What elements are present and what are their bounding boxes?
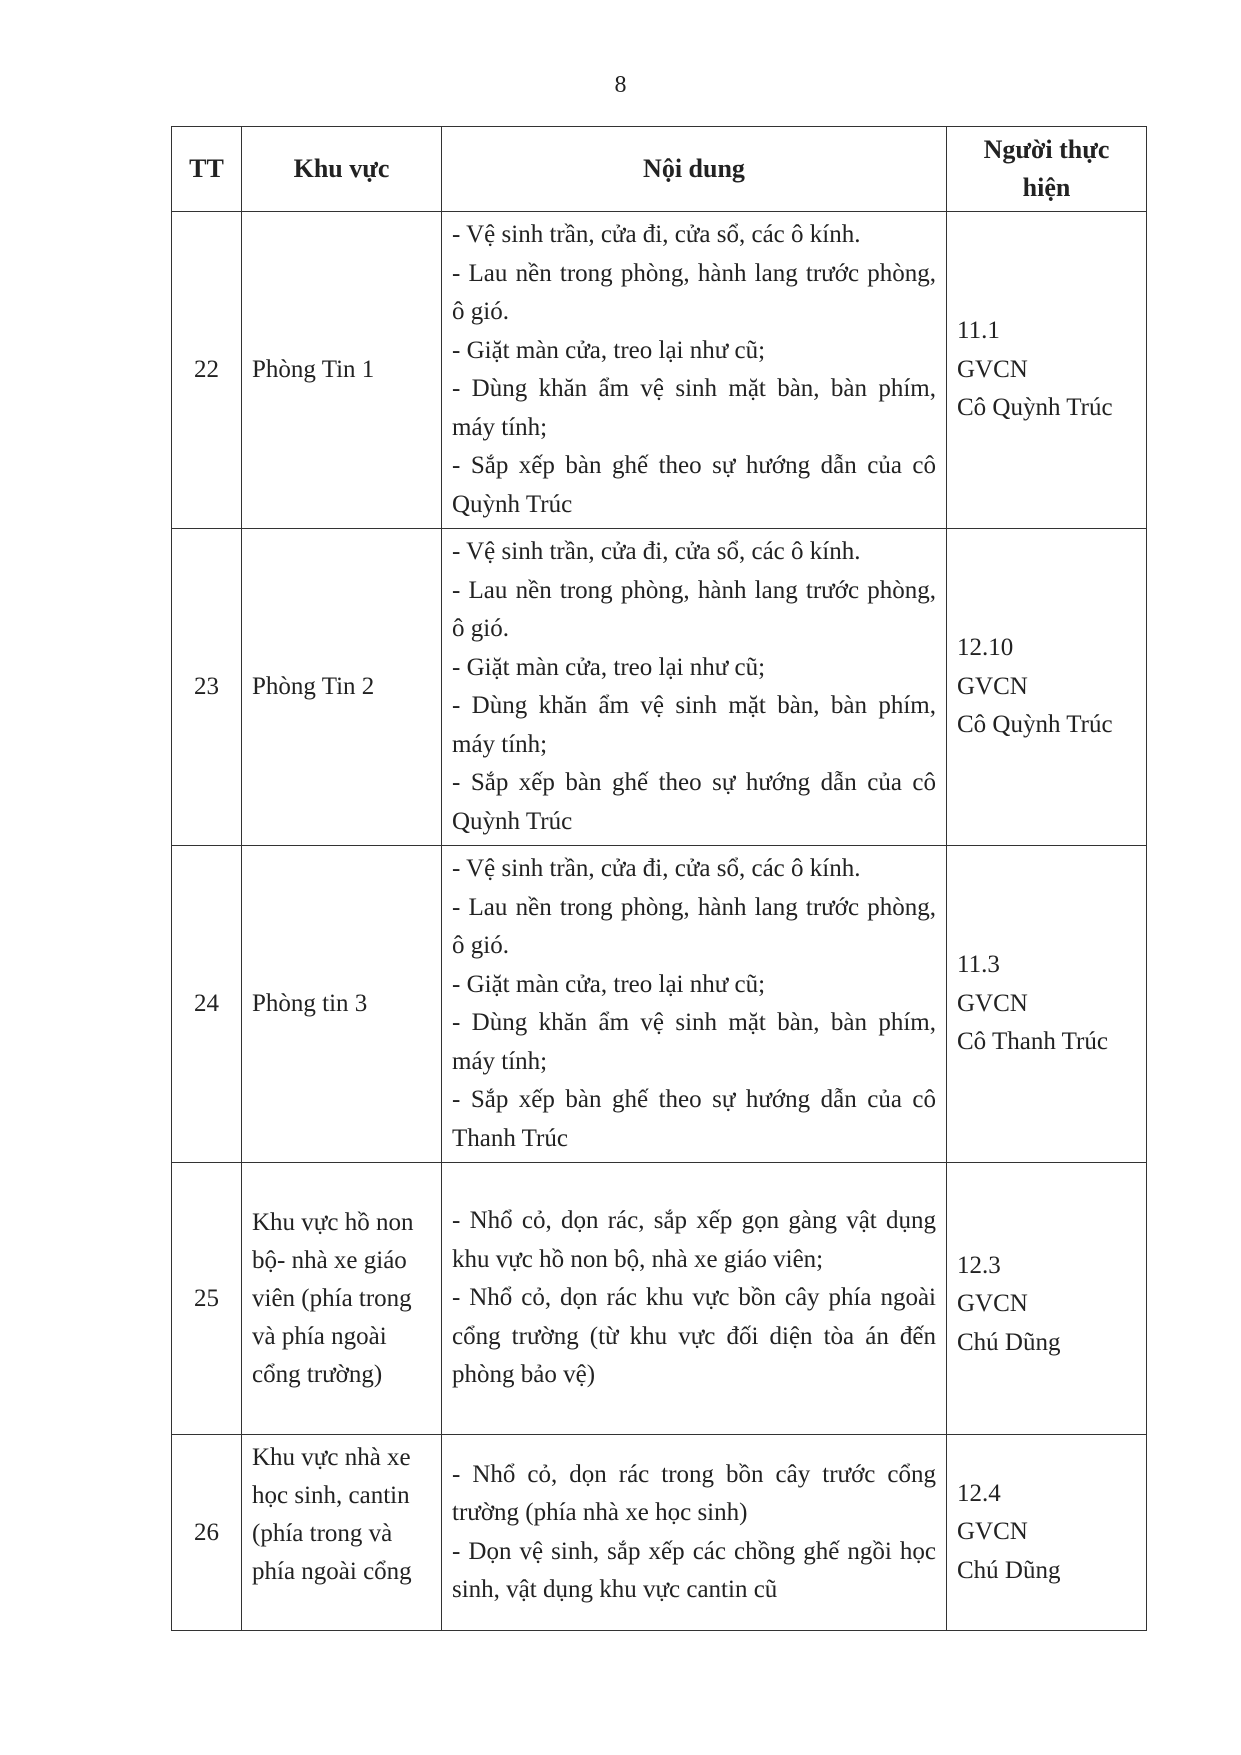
content-line: - Dùng khăn ẩm vệ sinh mặt bàn, bàn phím, máy tính; [452, 692, 936, 758]
performer-class: 12.3 [957, 1251, 1001, 1279]
table-row [172, 846, 1147, 1163]
content-line: - Nhổ cỏ, dọn rác khu vực bồn cây phía ngoài cổng trường (từ khu vực đối diện tòa án đến phòng bảo vệ) [452, 1284, 936, 1389]
content-line: - Lau nền trong phòng, hành lang trước phòng, ô gió. [452, 259, 936, 325]
content-line: - Sắp xếp bàn ghế theo sự hướng dẫn của cô Quỳnh Trúc [452, 452, 936, 518]
header-content: Nội dung [442, 127, 947, 212]
performer-cell [947, 846, 1147, 1163]
performer-class: 11.1 [957, 317, 1000, 345]
header-tt: TT [172, 127, 242, 212]
content-line: - Nhổ cỏ, dọn rác trong bồn cây trước cổng trường (phía nhà xe học sinh) [452, 1460, 936, 1526]
table-row [172, 529, 1147, 846]
performer-person: Chú Dũng [957, 1328, 1061, 1356]
row-number: 25 [172, 1163, 242, 1435]
assignment-table [171, 126, 1147, 1631]
content-line: - Giặt màn cửa, treo lại như cũ; [452, 653, 766, 681]
row-number: 23 [172, 529, 242, 846]
content-line: - Dùng khăn ẩm vệ sinh mặt bàn, bàn phím, máy tính; [452, 1009, 936, 1075]
performer-cell [947, 1435, 1147, 1631]
content-line: - Sắp xếp bàn ghế theo sự hướng dẫn của cô Quỳnh Trúc [452, 769, 936, 835]
performer-class: 12.4 [957, 1479, 1001, 1507]
table-row [172, 1163, 1147, 1435]
content-line: - Dùng khăn ẩm vệ sinh mặt bàn, bàn phím, máy tính; [452, 375, 936, 441]
content-line: - Sắp xếp bàn ghế theo sự hướng dẫn của cô Thanh Trúc [452, 1086, 936, 1152]
header-area: Khu vực [242, 127, 442, 212]
area-cell: Khu vực nhà xe học sinh, cantin (phía trong và phía ngoài cổng [242, 1435, 442, 1631]
content-cell [442, 1163, 947, 1435]
performer-role: GVCN [957, 989, 1028, 1017]
content-line: - Giặt màn cửa, treo lại như cũ; [452, 336, 766, 364]
area-cell: Phòng Tin 2 [242, 529, 442, 846]
row-number: 26 [172, 1435, 242, 1631]
header-who: Người thực hiện [947, 127, 1147, 212]
content-cell [442, 529, 947, 846]
row-number: 22 [172, 212, 242, 529]
area-cell: Phòng Tin 1 [242, 212, 442, 529]
content-line: - Dọn vệ sinh, sắp xếp các chồng ghế ngồi học sinh, vật dụng khu vực cantin cũ [452, 1537, 936, 1603]
area-cell: Khu vực hồ non bộ- nhà xe giáo viên (phía trong và phía ngoài cổng trường) [242, 1163, 442, 1435]
content-line: - Nhổ cỏ, dọn rác, sắp xếp gọn gàng vật dụng khu vực hồ non bộ, nhà xe giáo viên; [452, 1207, 936, 1273]
row-number: 24 [172, 846, 242, 1163]
content-line: - Vệ sinh trần, cửa đi, cửa sổ, các ô kính. [452, 221, 861, 248]
performer-cell [947, 529, 1147, 846]
area-cell: Phòng tin 3 [242, 846, 442, 1163]
performer-class: 12.10 [957, 634, 1014, 662]
performer-role: GVCN [957, 1290, 1028, 1318]
performer-person: Cô Thanh Trúc [957, 1028, 1108, 1056]
content-line: - Lau nền trong phòng, hành lang trước phòng, ô gió. [452, 893, 936, 959]
content-cell [442, 212, 947, 529]
performer-person: Cô Quỳnh Trúc [957, 711, 1113, 739]
content-cell [442, 846, 947, 1163]
table-header-row [172, 127, 1147, 212]
content-line: - Lau nền trong phòng, hành lang trước phòng, ô gió. [452, 576, 936, 642]
performer-person: Cô Quỳnh Trúc [957, 394, 1113, 422]
content-line: - Vệ sinh trần, cửa đi, cửa sổ, các ô kính. [452, 855, 861, 882]
table-row [172, 212, 1147, 529]
performer-role: GVCN [957, 672, 1028, 700]
performer-cell [947, 212, 1147, 529]
content-line: - Vệ sinh trần, cửa đi, cửa sổ, các ô kính. [452, 538, 861, 565]
performer-role: GVCN [957, 355, 1028, 383]
content-cell [442, 1435, 947, 1631]
performer-person: Chú Dũng [957, 1556, 1061, 1584]
table-row [172, 1435, 1147, 1631]
content-line: - Giặt màn cửa, treo lại như cũ; [452, 970, 766, 998]
page-number: 8 [614, 72, 627, 98]
performer-cell [947, 1163, 1147, 1435]
performer-class: 11.3 [957, 951, 1000, 979]
performer-role: GVCN [957, 1518, 1028, 1546]
